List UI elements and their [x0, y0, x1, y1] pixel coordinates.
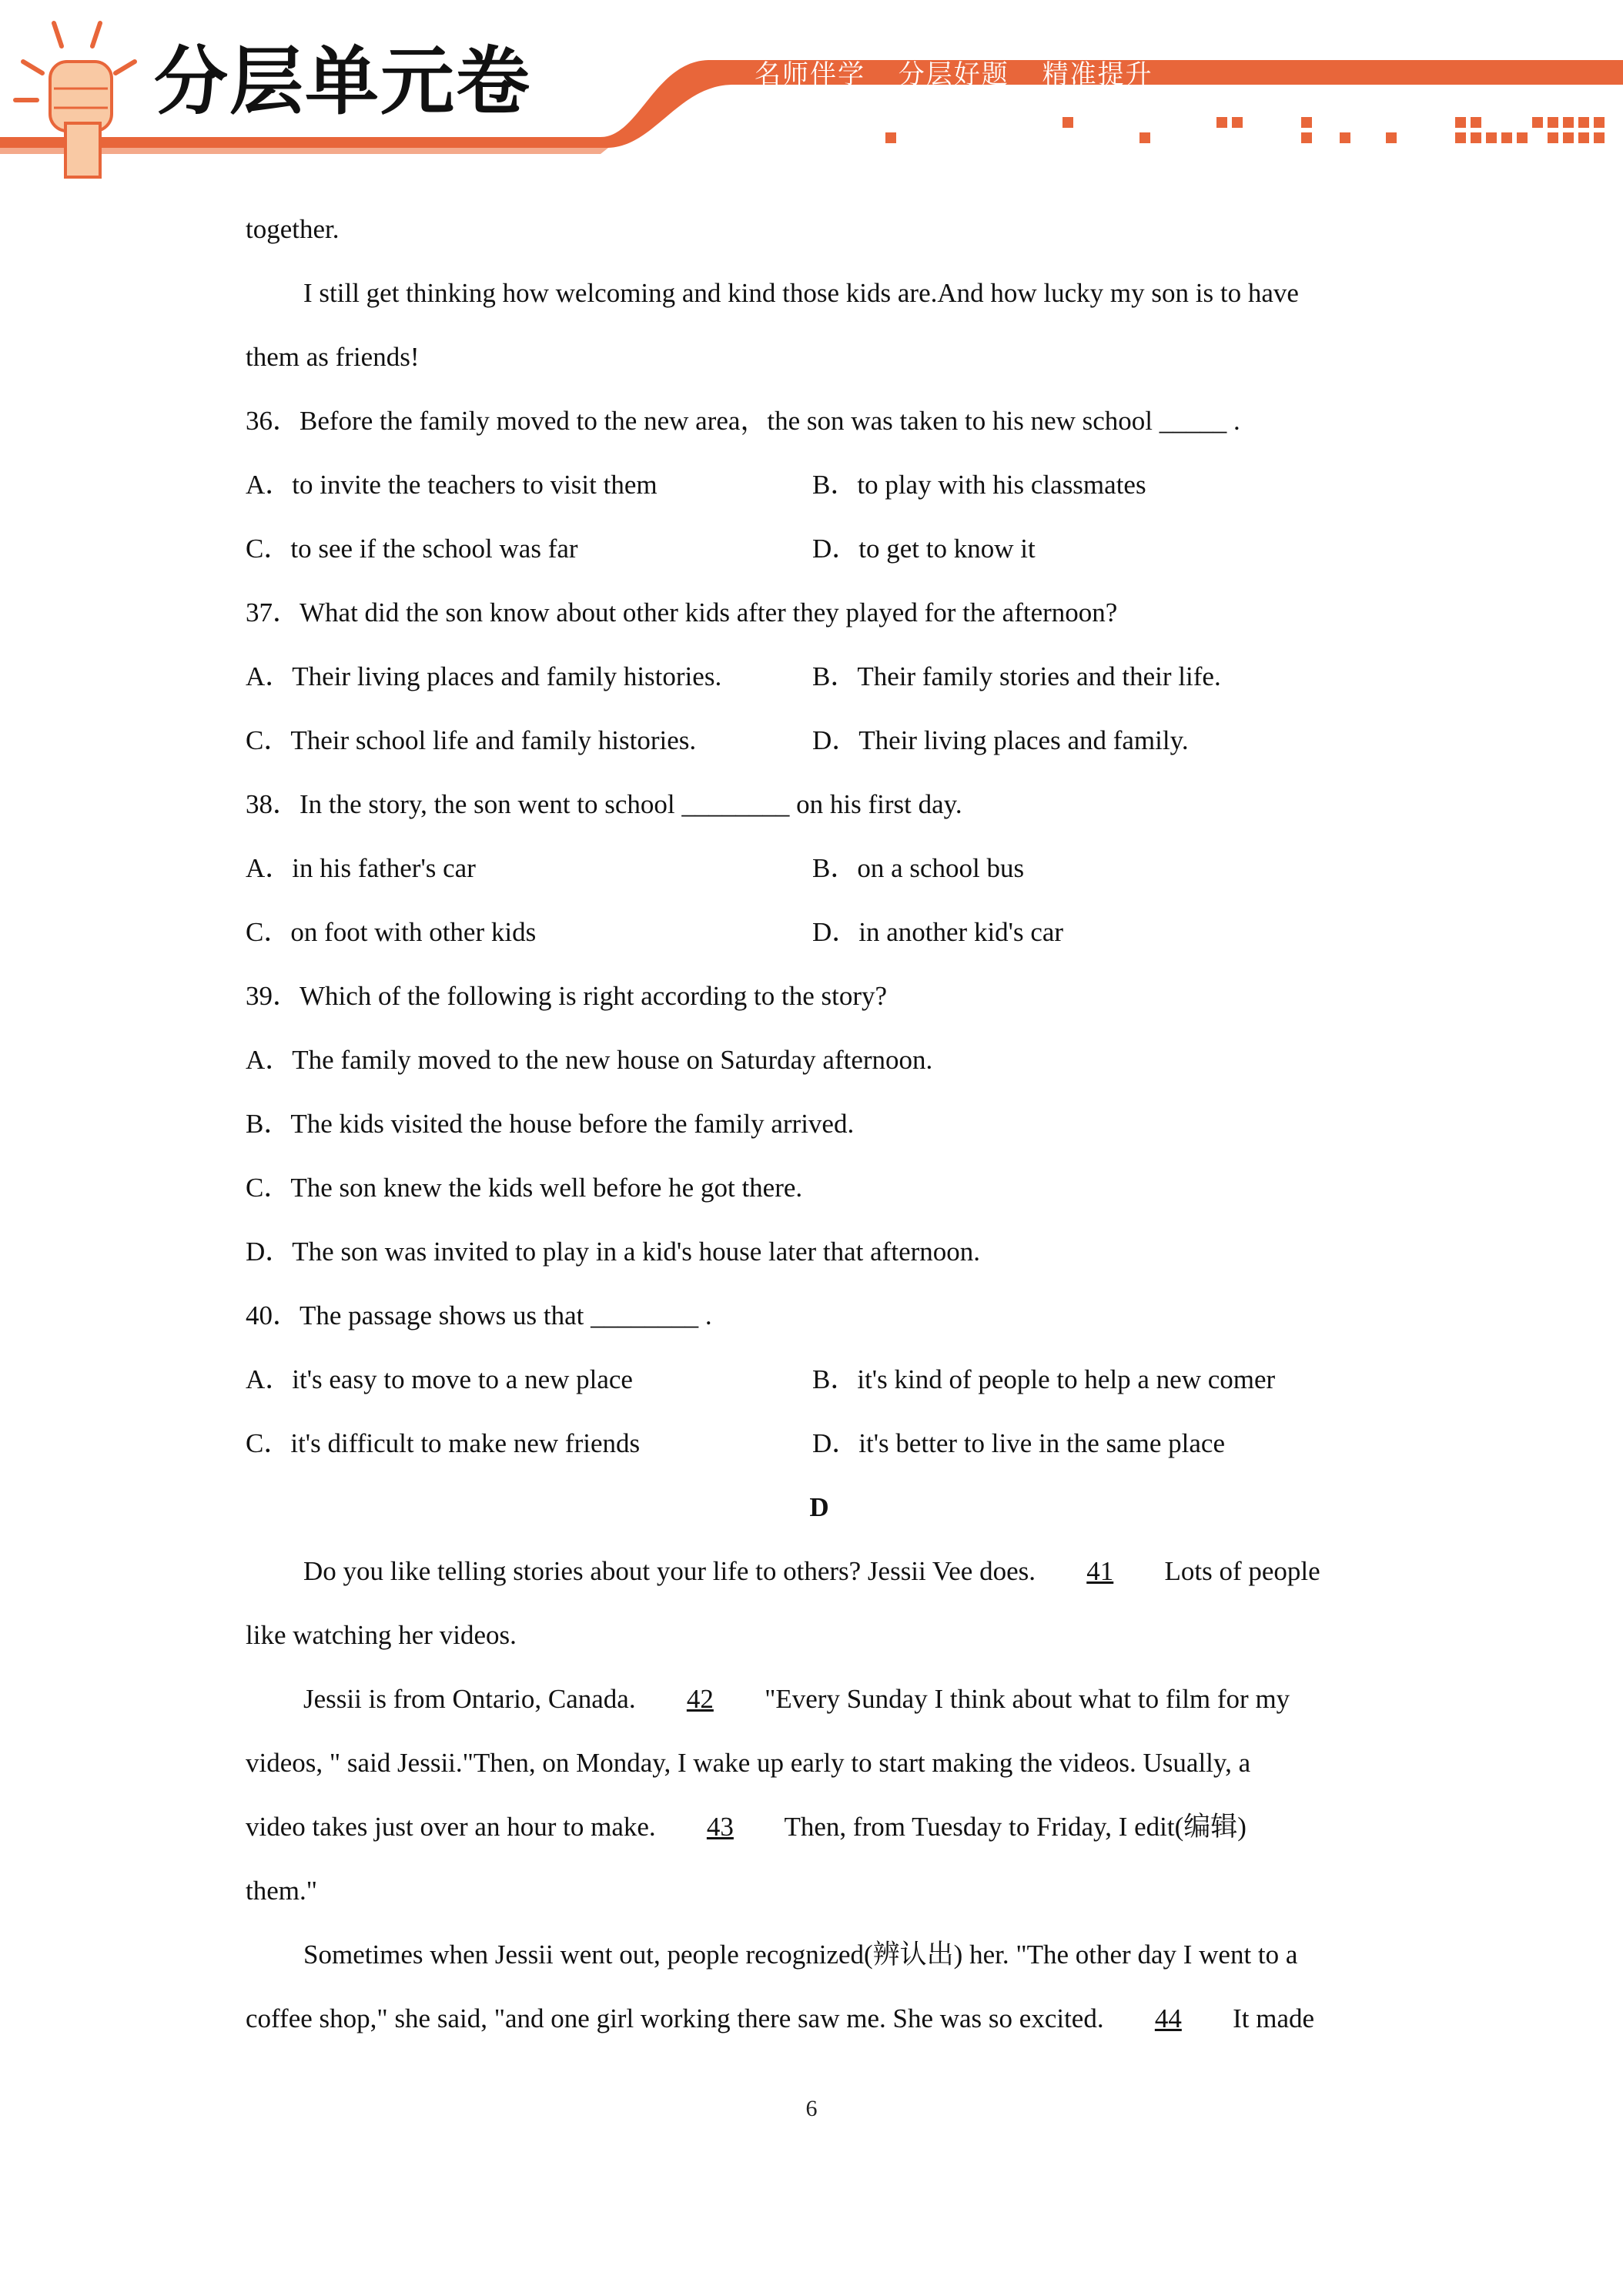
blank-44: 44	[1154, 2003, 1182, 2033]
paragraph-cont: them as friends!	[246, 342, 420, 372]
option-a: A．it's easy to move to a new place	[246, 1364, 633, 1394]
question-38	[246, 783, 1393, 847]
answer-blank: ________	[591, 1300, 699, 1330]
option-b: B．to play with his classmates	[812, 470, 1146, 500]
paragraph-tail: together.	[246, 214, 340, 244]
option-c: C．to see if the school was far	[246, 534, 578, 564]
question-40	[246, 1294, 1393, 1358]
option-a: A．in his father's car	[246, 853, 476, 883]
text: Do you like telling stories about your life to others? Jessii Vee does.	[303, 1556, 1042, 1586]
options-row	[246, 1358, 1393, 1422]
page-content	[246, 208, 1393, 2061]
question-stem-end: .	[698, 1300, 712, 1330]
option-c: C．Their school life and family histories.	[246, 725, 697, 755]
options-row	[246, 1422, 1393, 1486]
text: Jessii is from Ontario, Canada.	[303, 1684, 643, 1714]
page-number: 6	[805, 2096, 818, 2121]
question-stem-end: .	[1226, 406, 1240, 436]
paragraph-cont	[246, 1806, 1393, 1869]
options-row	[246, 655, 1393, 719]
answer-blank: _____	[1159, 406, 1227, 436]
option-c: C．it's difficult to make new friends	[246, 1428, 641, 1458]
option-b: B．Their family stories and their life.	[812, 661, 1221, 691]
paragraph-cont: videos, " said Jessii."Then, on Monday, I wake up early to start making the videos. Usually, a	[246, 1748, 1251, 1778]
paragraph-cont	[246, 1997, 1393, 2061]
options-row	[246, 527, 1393, 591]
blank-42: 42	[686, 1684, 714, 1714]
option-a: A．The family moved to the new house on Saturday afternoon.	[246, 1045, 933, 1075]
paragraph: Sometimes when Jessii went out, people recognized(辨认出) her. "The other day I went to a	[303, 1940, 1298, 1970]
question-stem: 36．Before the family moved to the new area，the son was taken to his new school	[246, 406, 1160, 436]
text: coffee shop," she said, "and one girl working there saw me. She was so excited.	[246, 2003, 1111, 2033]
blank-43: 43	[706, 1812, 734, 1842]
question-37: 37．What did the son know about other kids after they played for the afternoon?	[246, 597, 1118, 628]
question-39: 39．Which of the following is right according to the story?	[246, 981, 888, 1011]
paragraph-cont: them."	[246, 1876, 318, 1906]
options-row	[246, 911, 1393, 975]
text: Lots of people	[1157, 1556, 1320, 1586]
text: Then, from Tuesday to Friday, I edit(编辑)	[778, 1812, 1247, 1842]
option-b: B．it's kind of people to help a new comer	[812, 1364, 1276, 1394]
option-a: A．to invite the teachers to visit them	[246, 470, 658, 500]
answer-blank: ________	[681, 789, 790, 819]
option-b: B．The kids visited the house before the family arrived.	[246, 1109, 855, 1139]
text: "Every Sunday I think about what to film for my	[758, 1684, 1290, 1714]
option-a: A．Their living places and family histories.	[246, 661, 722, 691]
header-slogan: 名师伴学 分层好题 精准提升	[755, 59, 1153, 90]
option-d: D．The son was invited to play in a kid's house later that afternoon.	[246, 1237, 981, 1267]
question-36	[246, 400, 1393, 464]
brand-title: 分层单元卷	[154, 38, 531, 125]
paragraph	[246, 1678, 1393, 1742]
option-b: B．on a school bus	[812, 853, 1025, 883]
option-c: C．The son knew the kids well before he got there.	[246, 1173, 803, 1203]
paragraph-cont: like watching her videos.	[246, 1620, 517, 1650]
option-c: C．on foot with other kids	[246, 917, 537, 947]
fist-icon	[8, 15, 154, 185]
question-stem-end: on his first day.	[789, 789, 962, 819]
page-header	[0, 0, 1623, 185]
section-heading: D	[809, 1492, 829, 1522]
text: It made	[1226, 2003, 1315, 2033]
text: video takes just over an hour to make.	[246, 1812, 663, 1842]
option-d: D．Their living places and family.	[812, 725, 1189, 755]
option-d: D．in another kid's car	[812, 917, 1064, 947]
options-row	[246, 464, 1393, 527]
options-row	[246, 719, 1393, 783]
option-d: D．to get to know it	[812, 534, 1036, 564]
options-row	[246, 847, 1393, 911]
paragraph	[246, 1550, 1393, 1614]
paragraph: I still get thinking how welcoming and kind those kids are.And how lucky my son is to have	[303, 278, 1299, 308]
question-stem: 38．In the story, the son went to school	[246, 789, 682, 819]
option-d: D．it's better to live in the same place	[812, 1428, 1226, 1458]
question-stem: 40．The passage shows us that	[246, 1300, 591, 1330]
blank-41: 41	[1086, 1556, 1114, 1586]
